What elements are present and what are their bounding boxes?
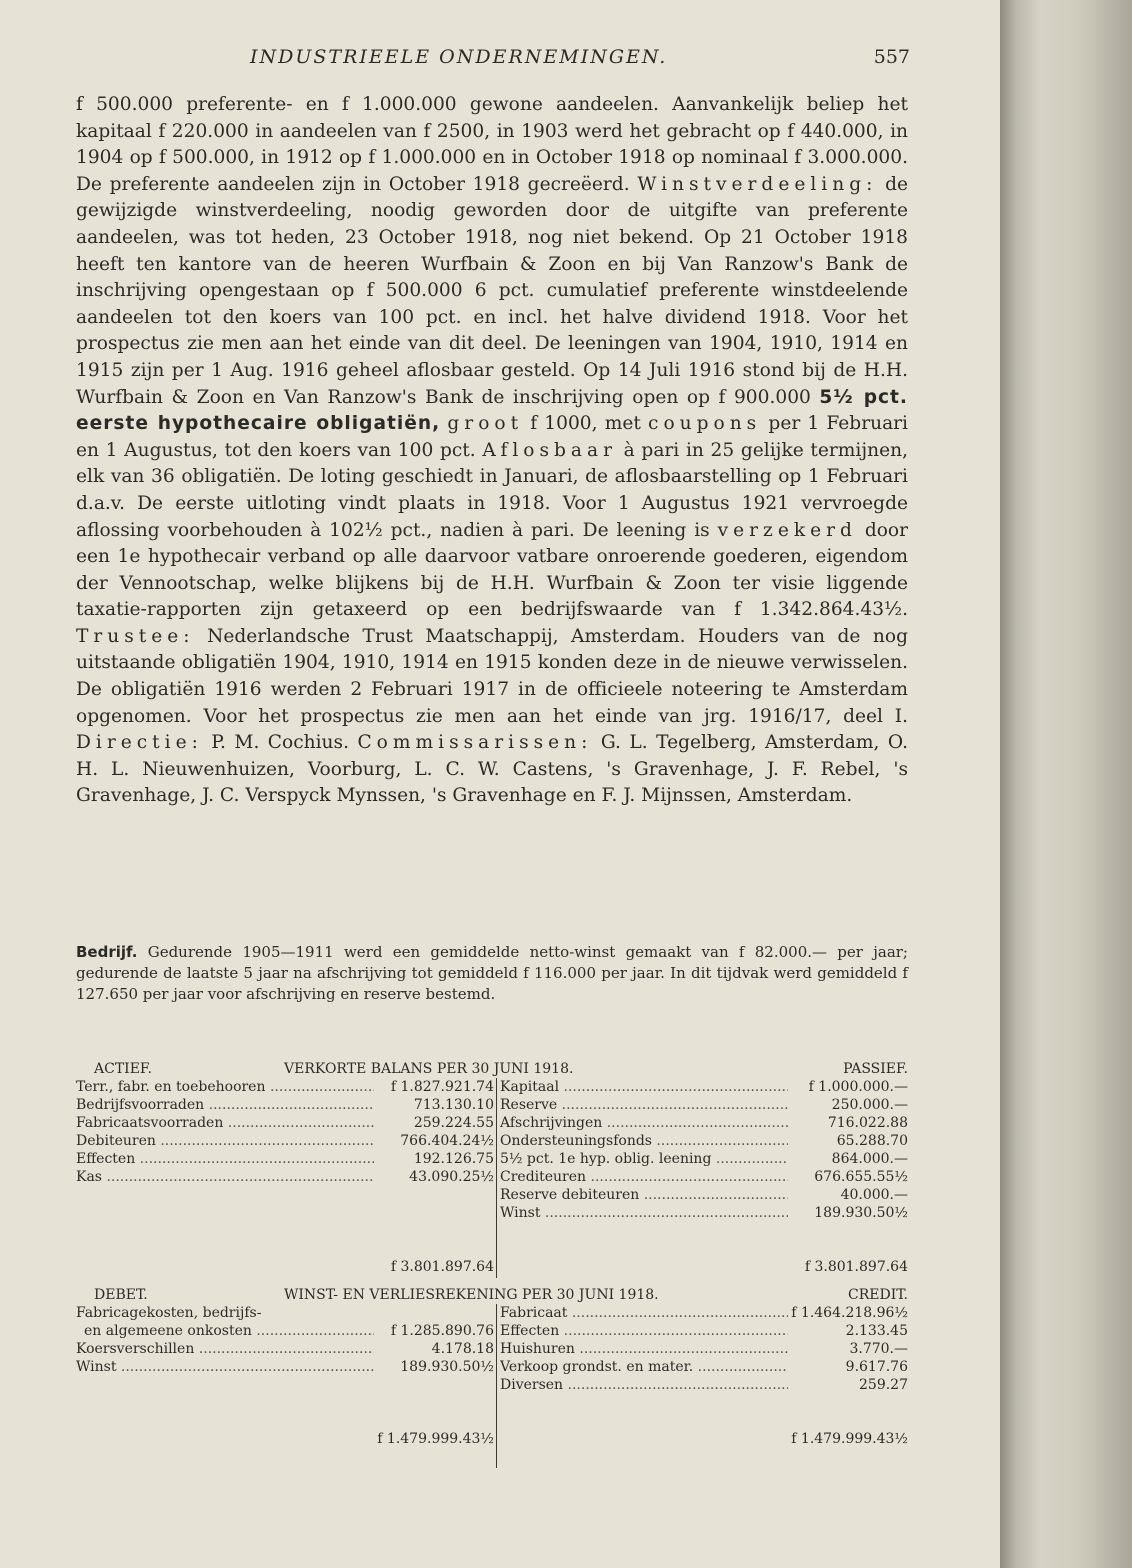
label-directie: Directie:	[76, 732, 203, 754]
label-commissarissen: Commissarissen:	[357, 732, 593, 754]
table-row: Reserve debiteuren ..... 40.000.—	[500, 1186, 908, 1204]
table-row: Afschrijvingen ..... 716.022.88	[500, 1114, 908, 1132]
running-title: INDUSTRIEELE ONDERNEMINGEN.	[250, 46, 668, 68]
table-row: Reserve ..... 250.000.—	[500, 1096, 908, 1114]
bond-title: 5½ pct. eerste hypothecaire obligatiën,	[76, 386, 908, 435]
table-row: Verkoop grondst. en mater. ..... 9.617.76	[500, 1358, 908, 1376]
pl-right-head: CREDIT.	[848, 1287, 908, 1303]
balance-left-head: ACTIEF.	[94, 1061, 152, 1077]
text-segment: door een 1e hypothecair verband op alle daarvoor vatbare onroerende goederen, eigendom der Vennootschap, welke blijkens bij de H.H. Wurfbain & Zoon ter visie liggende taxatie-rapporten zijn getaxeerd op een bedrijfswaarde van f 1.342.864.43½.	[76, 519, 909, 621]
pl-left-total-row	[76, 1430, 494, 1448]
table-row: Koersverschillen ..... 4.178.18	[76, 1340, 494, 1358]
heading-winstverdeeling: Winstverdeeling:	[637, 173, 878, 195]
table-row: Huishuren ..... 3.770.—	[500, 1340, 908, 1358]
balance-right-total-row	[500, 1258, 908, 1276]
table-row: Fabricaatsvoorraden ..... 259.224.55	[76, 1114, 494, 1132]
balance-left-total-row	[76, 1258, 494, 1276]
table-row: Effecten ..... 2.133.45	[500, 1322, 908, 1340]
pl-left-head: DEBET.	[94, 1287, 148, 1303]
text-segment: P. M. Cochius.	[202, 732, 358, 754]
table-row: Kapitaal ..... f 1.000.000.—	[500, 1078, 908, 1096]
text-segment: Nederlandsche Trust Maatschappij, Amsterdam. Houders van de nog uitstaande obligatiën 1904, 1910, 1914 en 1915 konden deze in de nieuwe verwisselen. De obligatiën 1916 werden 2 Februari 1917 in de officieele noteering te Amsterdam opgenomen. Voor het prospectus zie men aan het einde van jrg. 1916/17, deel I.	[76, 625, 908, 727]
table-row: 5½ pct. 1e hyp. oblig. leening ..... 864.000.—	[500, 1150, 908, 1168]
label-groot: groot	[447, 413, 524, 435]
pl-header	[76, 1286, 908, 1304]
balance-right-head: PASSIEF.	[843, 1061, 908, 1077]
table-row: Winst ..... 189.930.50½	[500, 1204, 908, 1222]
label-verzekerd: verzekerd	[717, 519, 857, 541]
text-segment: per 1 Februari en 1 Augustus, tot den koers van 100 pct.	[76, 413, 908, 461]
balance-title: VERKORTE BALANS PER 30 JUNI 1918.	[284, 1061, 574, 1077]
running-head	[250, 46, 910, 76]
pl-title: WINST- EN VERLIESREKENING PER 30 JUNI 1918.	[284, 1287, 659, 1303]
profit-loss-account	[76, 1286, 908, 1468]
label-coupons: coupons	[648, 413, 762, 435]
table-row: Winst ..... 189.930.50½	[76, 1358, 494, 1376]
bedrijf-text: Gedurende 1905—1911 werd een gemiddelde netto-winst gemaakt van f 82.000.— per jaar; gedurende de laatste 5 jaar na afschrijving tot gemiddeld f 116.000 per jaar. In dit tijdvak werd gemiddeld f 127.650 per jaar voor afschrijving en reserve bestemd.	[76, 943, 908, 1003]
table-row: Diversen ..... 259.27	[500, 1376, 908, 1394]
table-row: Debiteuren ..... 766.404.24½	[76, 1132, 494, 1150]
balance-columns	[76, 1078, 908, 1278]
table-row: Terr., fabr. en toebehooren ..... f 1.827.921.74	[76, 1078, 494, 1096]
pl-credit	[496, 1304, 908, 1468]
text-segment: f 1000, met	[523, 413, 649, 435]
balance-assets	[76, 1078, 494, 1278]
text-segment: G. L. Tegelberg, Amsterdam, O. H. L. Nieuwenhuizen, Voorburg, L. C. W. Castens, 's Gravenhage, J. F. Rebel, 's Gravenhage, J. C. Verspyck Mynssen, 's Gravenhage en F. J. Mijnssen, Amsterdam.	[76, 732, 908, 807]
balance-header	[76, 1060, 908, 1078]
pl-right-total-row	[500, 1430, 908, 1448]
pl-left-total: f 1.479.999.43½	[377, 1431, 494, 1447]
balance-liabilities	[496, 1078, 908, 1278]
table-row: Effecten ..... 192.126.75	[76, 1150, 494, 1168]
pl-right-total: f 1.479.999.43½	[791, 1431, 908, 1447]
text-segment: à pari in 25 gelijke termijnen, elk van 36 obligatiën. De loting geschiedt in Januari, de aflosbaarstelling op 1 Februari d.a.v. De eerste uitloting vindt plaats in 1918. Voor 1 Augustus 1921 vervroegde aflossing voorbehouden à 102½ pct., nadien à pari. De leening is	[76, 439, 908, 541]
table-row: Kas ..... 43.090.25½	[76, 1168, 494, 1186]
balance-right-total: f 3.801.897.64	[804, 1259, 908, 1275]
pl-columns	[76, 1304, 908, 1468]
table-row: en algemeene onkosten ..... f 1.285.890.76	[76, 1322, 494, 1340]
page-edge	[1000, 0, 1132, 1568]
balance-left-total: f 3.801.897.64	[390, 1259, 494, 1275]
label-trustee: Trustee:	[76, 625, 195, 647]
text-segment: f 500.000 preferente- en f 1.000.000 gewone aandeelen. Aanvankelijk beliep het kapitaal f 220.000 in aandeelen van f 2500, in 1903 werd het gebracht op f 440.000, in 1904 op f 500.000, in 1912 op f 1.000.000 en in October 1918 op nominaal f 3.000.000. De preferente aandeelen zijn in October 1918 gecreëerd.	[76, 94, 908, 195]
text-segment: de gewijzigde winstverdeeling, noodig geworden door de uitgifte van preferente aandeelen, was tot heden, 23 October 1918, nog niet bekend. Op 21 October 1918 heeft ten kantore van de heeren Wurfbain & Zoon en bij Van Ranzow's Bank de inschrijving opengestaan op f 500.000 6 pct. cumulatief preferente winstdeelende aandeelen tot den koers van 100 pct. en incl. het halve dividend 1918. Voor het prospectus zie men aan het einde van dit deel. De leeningen van 1904, 1910, 1914 en 1915 zijn per 1 Aug. 1916 geheel aflosbaar gesteld. Op 14 Juli 1916 stond bij de H.H. Wurfbain & Zoon en Van Ranzow's Bank de inschrijving open op f 900.000	[76, 173, 908, 408]
pl-debit	[76, 1304, 494, 1468]
table-row: Fabricaat ..... f 1.464.218.96½	[500, 1304, 908, 1322]
page-number: 557	[873, 46, 910, 68]
main-paragraph	[76, 92, 908, 810]
table-row: Ondersteuningsfonds ..... 65.288.70	[500, 1132, 908, 1150]
table-row: Crediteuren ..... 676.655.55½	[500, 1168, 908, 1186]
table-row: Fabricagekosten, bedrijfs-	[76, 1305, 262, 1321]
label-aflosbaar: Aflosbaar	[482, 439, 617, 461]
bedrijf-paragraph	[76, 942, 908, 1005]
bedrijf-label: Bedrijf.	[76, 943, 138, 961]
table-row: Bedrijfsvoorraden ..... 713.130.10	[76, 1096, 494, 1114]
balance-sheet	[76, 1060, 908, 1278]
